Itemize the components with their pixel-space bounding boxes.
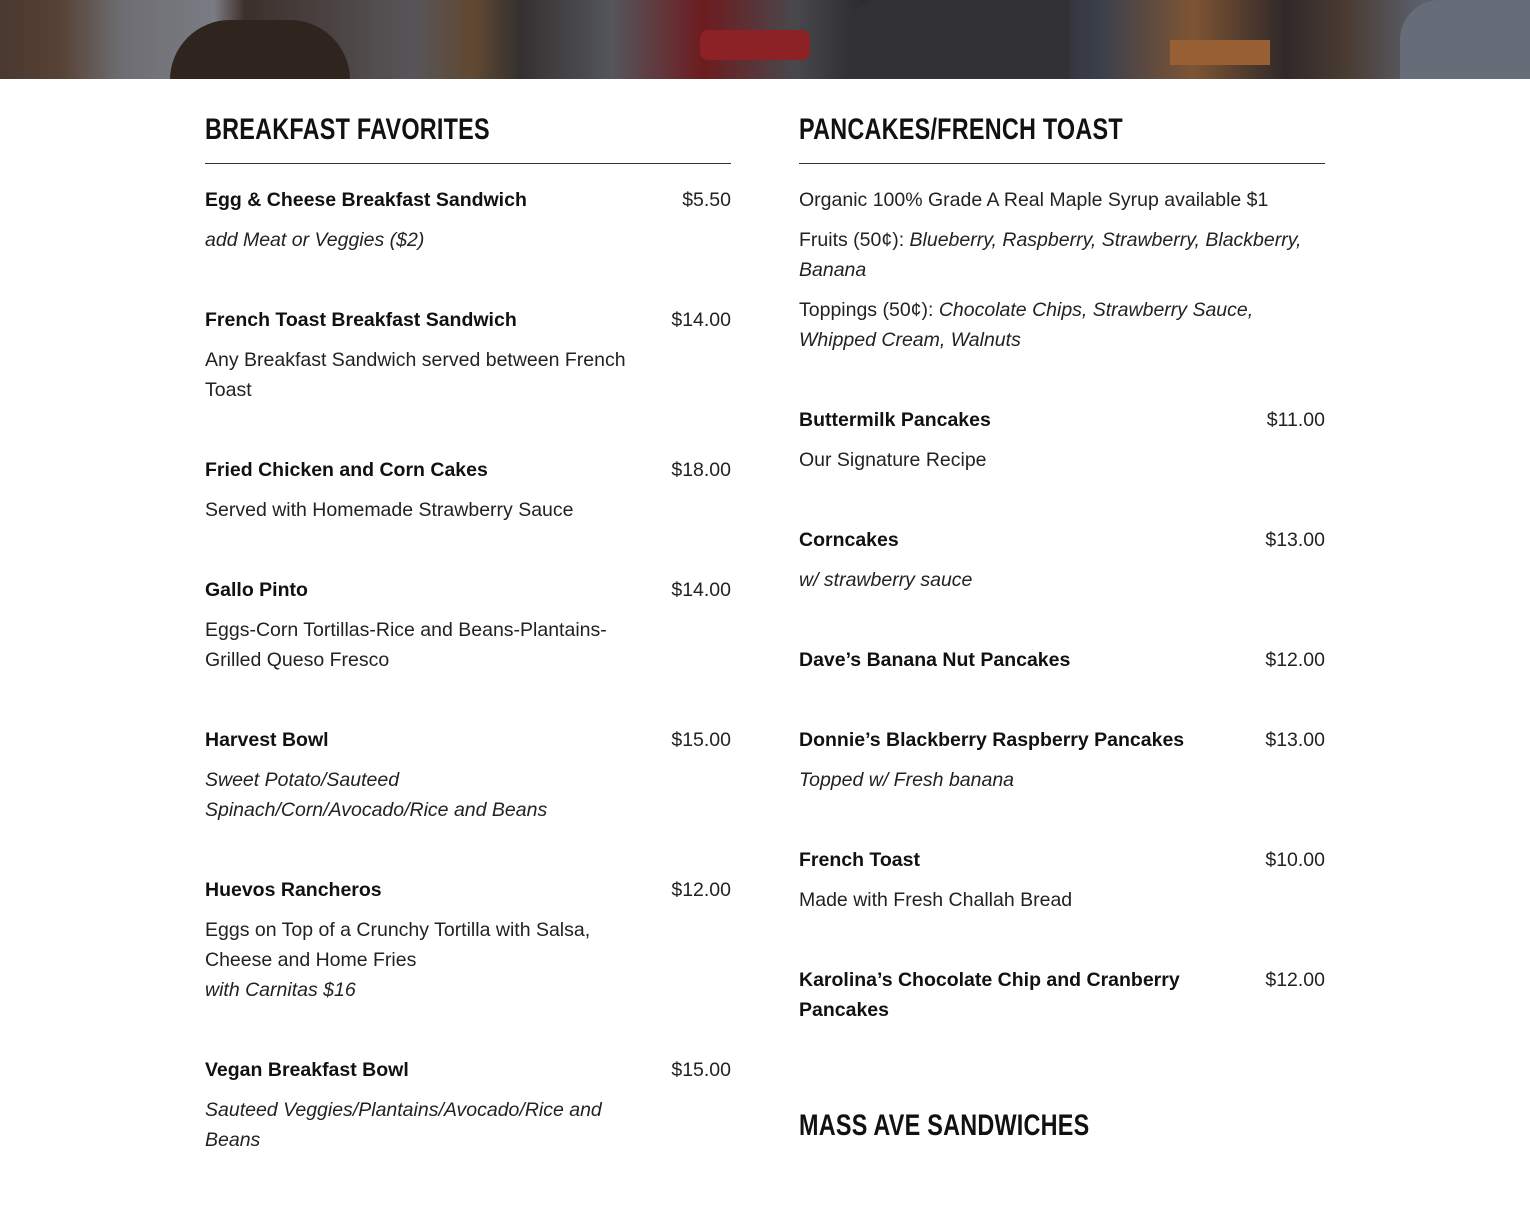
italic-text: Chocolate Chips, Strawberry Sauce, Whipped Cream, Walnuts xyxy=(799,299,1254,351)
menu-item-description xyxy=(799,765,1224,795)
text: Toppings (50¢): xyxy=(799,299,939,321)
description-line xyxy=(205,765,630,825)
menu-item xyxy=(205,185,731,255)
menu-item-description xyxy=(205,345,630,405)
add-ons-info xyxy=(799,185,1325,355)
text: Eggs-Corn Tortillas-Rice and Beans-Plantains-Grilled Queso Fresco xyxy=(205,619,607,671)
text: Our Signature Recipe xyxy=(799,449,987,471)
menu-item xyxy=(205,1055,731,1155)
menu-item-price: $13.00 xyxy=(1265,729,1325,751)
menu-item xyxy=(799,405,1325,475)
description-line xyxy=(205,915,630,975)
section-title: PANCAKES/FRENCH TOAST xyxy=(799,113,1123,146)
menu-item-description xyxy=(205,615,630,675)
menu-item-header xyxy=(205,185,731,215)
italic-text: Blueberry, Raspberry, Strawberry, Blackberry, Banana xyxy=(799,229,1302,281)
mass-ave-sandwiches-title: MASS AVE SANDWICHES xyxy=(799,1109,1090,1142)
menu-item-description xyxy=(799,565,1224,595)
description-line xyxy=(205,225,630,255)
italic-text: Sauteed Veggies/Plantains/Avocado/Rice and Beans xyxy=(205,1099,602,1151)
menu-item-name: Buttermilk Pancakes xyxy=(799,409,991,431)
menu-item-price: $10.00 xyxy=(1265,849,1325,871)
italic-text: Sweet Potato/Sauteed Spinach/Corn/Avocado/Rice and Beans xyxy=(205,769,548,821)
add-on-line xyxy=(799,295,1325,355)
menu-item-header xyxy=(205,1055,731,1085)
text: Made with Fresh Challah Bread xyxy=(799,889,1073,911)
description-line xyxy=(799,765,1224,795)
menu-item xyxy=(205,305,731,405)
description-line xyxy=(799,885,1224,915)
menu-item-header xyxy=(205,575,731,605)
menu-item-description xyxy=(799,445,1224,475)
menu-item-description xyxy=(799,885,1224,915)
breakfast-favorites-section xyxy=(205,79,731,1205)
menu-item-name: Gallo Pinto xyxy=(205,579,308,601)
menu-item-price: $12.00 xyxy=(671,879,731,901)
menu-item-price: $13.00 xyxy=(1265,529,1325,551)
italic-text: add Meat or Veggies ($2) xyxy=(205,229,425,251)
menu-item-header xyxy=(799,405,1325,435)
text: Eggs on Top of a Crunchy Tortilla with Salsa, Cheese and Home Fries xyxy=(205,919,591,971)
text: Any Breakfast Sandwich served between French Toast xyxy=(205,349,626,401)
menu-item xyxy=(799,845,1325,915)
text: Organic 100% Grade A Real Maple Syrup available $1 xyxy=(799,189,1269,211)
pancakes-french-toast-section xyxy=(799,79,1325,1159)
menu-item-header xyxy=(799,525,1325,555)
menu-item-price: $15.00 xyxy=(671,1059,731,1081)
text: Fruits (50¢): xyxy=(799,229,910,251)
menu-item xyxy=(205,725,731,825)
menu-item-description xyxy=(205,1095,630,1155)
menu-item xyxy=(205,575,731,675)
menu-item-description xyxy=(205,765,630,825)
menu-item-price: $12.00 xyxy=(1265,969,1325,991)
description-line xyxy=(799,445,1224,475)
menu-item-name: Karolina’s Chocolate Chip and Cranberry Pancakes xyxy=(799,969,1180,1021)
menu-item-price: $12.00 xyxy=(1265,649,1325,671)
menu-item-description xyxy=(205,915,630,1005)
hero-banner-image xyxy=(0,0,1530,79)
add-on-line xyxy=(799,225,1325,285)
text: Served with Homemade Strawberry Sauce xyxy=(205,499,574,521)
divider xyxy=(799,163,1325,164)
menu-item xyxy=(799,525,1325,595)
menu-item-name: French Toast xyxy=(799,849,920,871)
description-line xyxy=(205,615,630,675)
menu-item-name: French Toast Breakfast Sandwich xyxy=(205,309,517,331)
section-title: BREAKFAST FAVORITES xyxy=(205,113,490,146)
menu-item-header xyxy=(799,845,1325,875)
italic-text: with Carnitas $16 xyxy=(205,979,356,1001)
menu-item-price: $15.00 xyxy=(671,729,731,751)
menu-item-name: Donnie’s Blackberry Raspberry Pancakes xyxy=(799,729,1185,751)
menu-item-price: $18.00 xyxy=(671,459,731,481)
menu-item-header xyxy=(205,455,731,485)
add-on-line xyxy=(799,185,1325,215)
menu-item-name: Corncakes xyxy=(799,529,899,551)
menu-item-description xyxy=(205,225,630,255)
hero-overlay xyxy=(0,0,1530,79)
menu-item xyxy=(799,725,1325,795)
divider xyxy=(205,163,731,164)
description-line xyxy=(205,1095,630,1155)
menu-item-name: Harvest Bowl xyxy=(205,729,329,751)
menu-item-price: $11.00 xyxy=(1266,409,1325,431)
menu-item-name: Vegan Breakfast Bowl xyxy=(205,1059,409,1081)
menu-item-header xyxy=(205,725,731,755)
menu-item xyxy=(799,965,1325,1025)
menu-item-price: $5.50 xyxy=(682,189,731,211)
menu-item xyxy=(799,645,1325,675)
description-line xyxy=(799,565,1224,595)
menu-item xyxy=(205,875,731,1005)
menu-item-name: Fried Chicken and Corn Cakes xyxy=(205,459,488,481)
menu-item-name: Dave’s Banana Nut Pancakes xyxy=(799,649,1071,671)
menu-item-header xyxy=(799,965,1325,1025)
menu-item-price: $14.00 xyxy=(671,309,731,331)
menu-item-header xyxy=(799,725,1325,755)
description-line xyxy=(205,495,630,525)
menu-item-header xyxy=(205,875,731,905)
menu-item-list xyxy=(205,185,731,1155)
menu-item-header xyxy=(205,305,731,335)
menu-item-list xyxy=(799,405,1325,1025)
description-line xyxy=(205,345,630,405)
menu-item-price: $14.00 xyxy=(671,579,731,601)
description-line xyxy=(205,975,630,1005)
menu-item-header xyxy=(799,645,1325,675)
italic-text: w/ strawberry sauce xyxy=(799,569,973,591)
menu-item-name: Huevos Rancheros xyxy=(205,879,382,901)
italic-text: Topped w/ Fresh banana xyxy=(799,769,1015,791)
menu-item xyxy=(205,455,731,525)
menu-item-name: Egg & Cheese Breakfast Sandwich xyxy=(205,189,527,211)
menu-item-description xyxy=(205,495,630,525)
